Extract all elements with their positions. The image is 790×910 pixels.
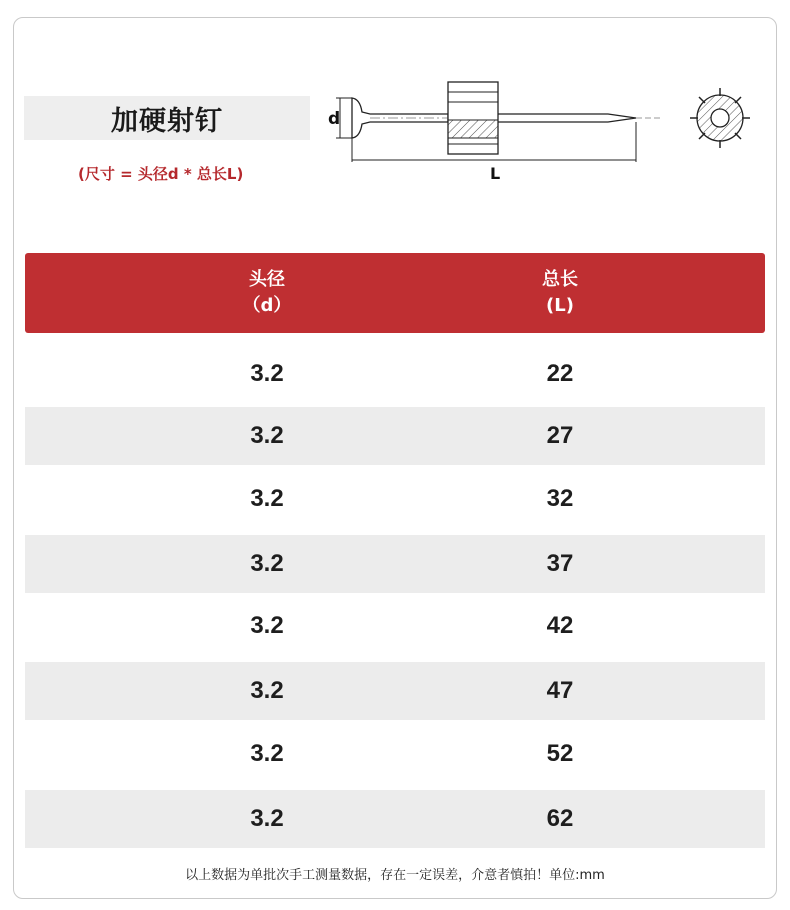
cell-head-diameter: 3.2 (250, 740, 284, 767)
product-title: 加硬射钉 (111, 105, 223, 137)
cell-total-length: 42 (546, 612, 574, 639)
table-row (25, 535, 765, 593)
nail-washer (448, 82, 498, 154)
table-row (25, 345, 765, 403)
cell-head-diameter: 3.2 (250, 612, 284, 639)
header-total-length-unit: (L) (546, 295, 574, 316)
cell-head-diameter: 3.2 (250, 677, 284, 704)
cell-head-diameter: 3.2 (250, 422, 284, 449)
cell-total-length: 37 (546, 550, 574, 577)
nail-end-view (690, 88, 750, 148)
header-head-diameter (187, 267, 347, 319)
measurement-disclaimer: 以上数据为单批次手工测量数据，存在一定误差，介意者慎拍！单位:mm (185, 868, 605, 883)
nail-diagram (318, 68, 758, 188)
table-row (25, 790, 765, 848)
cell-total-length: 52 (546, 740, 574, 767)
header-total-length-title: 总长 (542, 269, 578, 290)
cell-total-length: 32 (546, 485, 574, 512)
table-row (25, 470, 765, 528)
cell-total-length: 47 (546, 677, 574, 704)
size-formula: (尺寸 = 头径d * 总长L) (78, 165, 244, 183)
table-header (25, 253, 765, 333)
table-row (25, 662, 765, 720)
cell-total-length: 62 (546, 805, 574, 832)
label-L: L (490, 164, 501, 183)
table-row (25, 725, 765, 783)
cell-head-diameter: 3.2 (250, 550, 284, 577)
label-d: d (328, 109, 341, 129)
header-head-diameter-title: 头径 (249, 269, 285, 290)
cell-total-length: 22 (546, 360, 574, 387)
cell-head-diameter: 3.2 (250, 360, 284, 387)
header-head-diameter-unit: （d） (242, 295, 292, 316)
title-box (24, 96, 310, 140)
cell-head-diameter: 3.2 (250, 485, 284, 512)
table-row (25, 597, 765, 655)
table-row (25, 407, 765, 465)
cell-total-length: 27 (546, 422, 574, 449)
cell-head-diameter: 3.2 (250, 805, 284, 832)
nail-shank (498, 114, 636, 122)
header-total-length (480, 267, 640, 319)
